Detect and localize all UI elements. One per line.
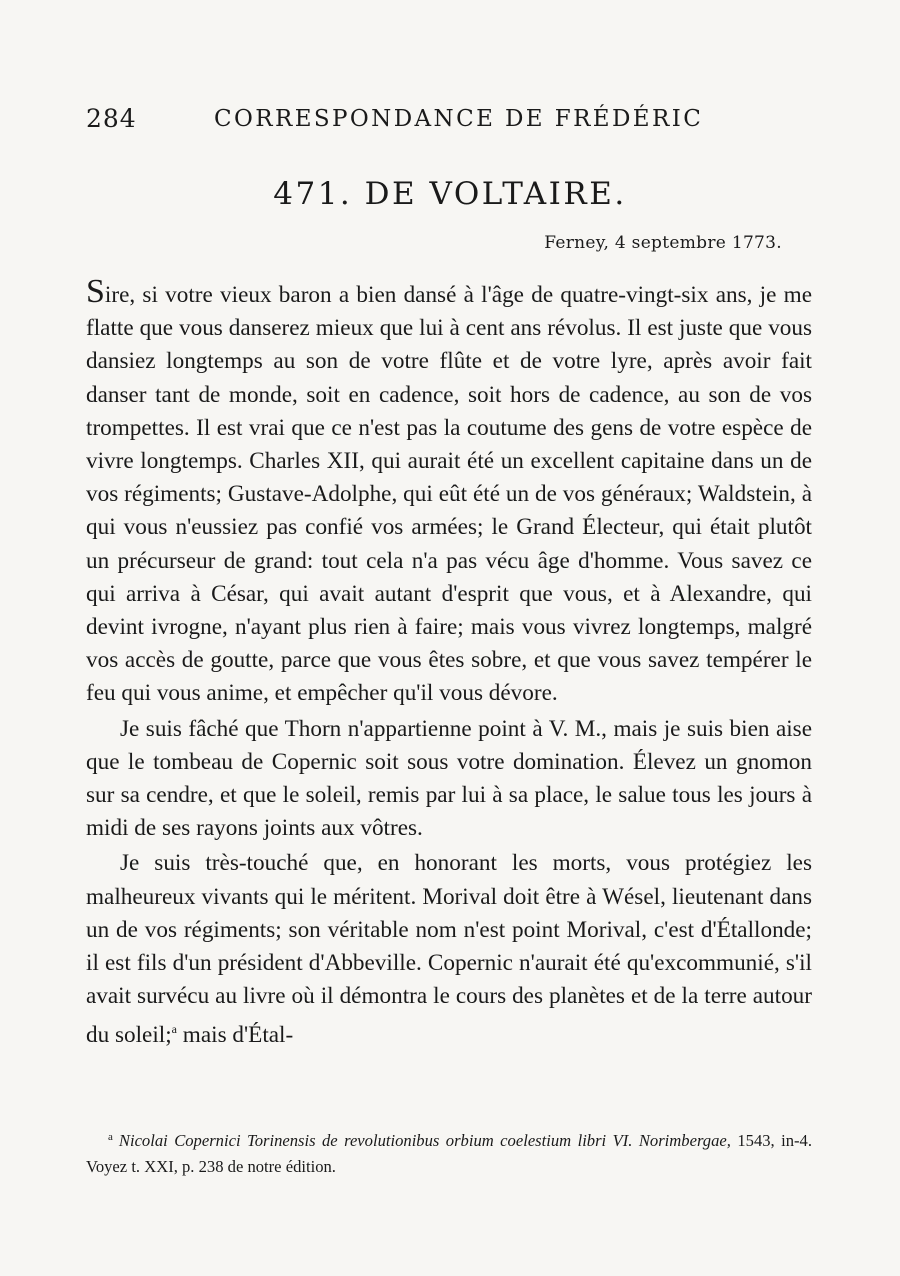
footnote-reference: a — [171, 1022, 177, 1037]
initial-letter: S — [86, 273, 105, 310]
letter-title: 471. DE VOLTAIRE. — [273, 176, 627, 212]
paragraph-1 — [86, 275, 812, 711]
paragraph-3-continuation: mais d'Étal- — [177, 1022, 294, 1049]
running-title: CORRESPONDANCE DE FRÉDÉRIC — [214, 106, 704, 132]
footnote-marker: a — [108, 1131, 113, 1143]
paragraph-3 — [86, 847, 812, 1052]
paragraph-3-text: Je suis très-touché que, en honorant les morts, vous protégiez les malheureux vivants qui le méritent. Morival doit être à Wésel, lieutenant dans un de vos régiments; son véritable nom n'est point Morival, c'est d'Étallonde; il est fils d'un président d'Abbeville. Copernic n'aurait été qu'excommunié, s'il avait survécu au livre où il démontra le cours des planètes et de la terre autour du soleil; — [86, 850, 812, 1049]
page-header — [86, 104, 812, 138]
footnote — [86, 1124, 812, 1180]
paragraph-2: Je suis fâché que Thorn n'appartienne point à V. M., mais je suis bien aise que le tombeau de Copernic soit sous votre domination. Élevez un gnomon sur sa cendre, et que le soleil, remis par lui à sa place, le salue tous les jours à midi de ses rayons joints aux vôtres. — [86, 715, 812, 842]
footnote-title: Nicolai Copernici Torinensis de revolutionibus orbium coelestium libri VI. Norimbergae, — [118, 1131, 731, 1150]
paragraph-1-text: ire, si votre vieux baron a bien dansé à l'âge de quatre-vingt-six ans, je me flatte que vous danserez mieux que lui à cent ans révolus. Il est juste que vous dansiez longtemps au son de votre flûte et de votre lyre, après avoir fait danser tant de monde, soit en cadence, soit hors de cadence, au son de vos trompettes. Il est vrai que ce n'est pas la coutume des gens de votre espèce de vivre longtemps. Charles XII, qui aurait été un excellent capitaine dans un de vos régiments; Gustave-Adolphe, qui eût été un de vos généraux; Waldstein, à qui vous n'eussiez pas confié vos armées; le Grand Électeur, qui était plutôt un précurseur de grand: tout cela n'a pas vécu âge d'homme. Vous savez ce qui arriva à César, qui avait autant d'esprit que vous, et à Alexandre, qui devint ivrogne, n'ayant plus rien à faire; mais vous vivrez longtemps, malgré vos accès de goutte, parce que vous êtes sobre, et que vous savez tempérer le feu qui vous anime, et empêcher qu'il vous dévore. — [86, 282, 812, 707]
dateline: Ferney, 4 septembre 1773. — [544, 233, 782, 253]
footnote-reference-text: 1543, in-4. Voyez t. XXI, p. 238 de notre édition. — [86, 1131, 813, 1176]
page-number: 284 — [86, 104, 137, 133]
letter-body — [86, 275, 812, 1053]
